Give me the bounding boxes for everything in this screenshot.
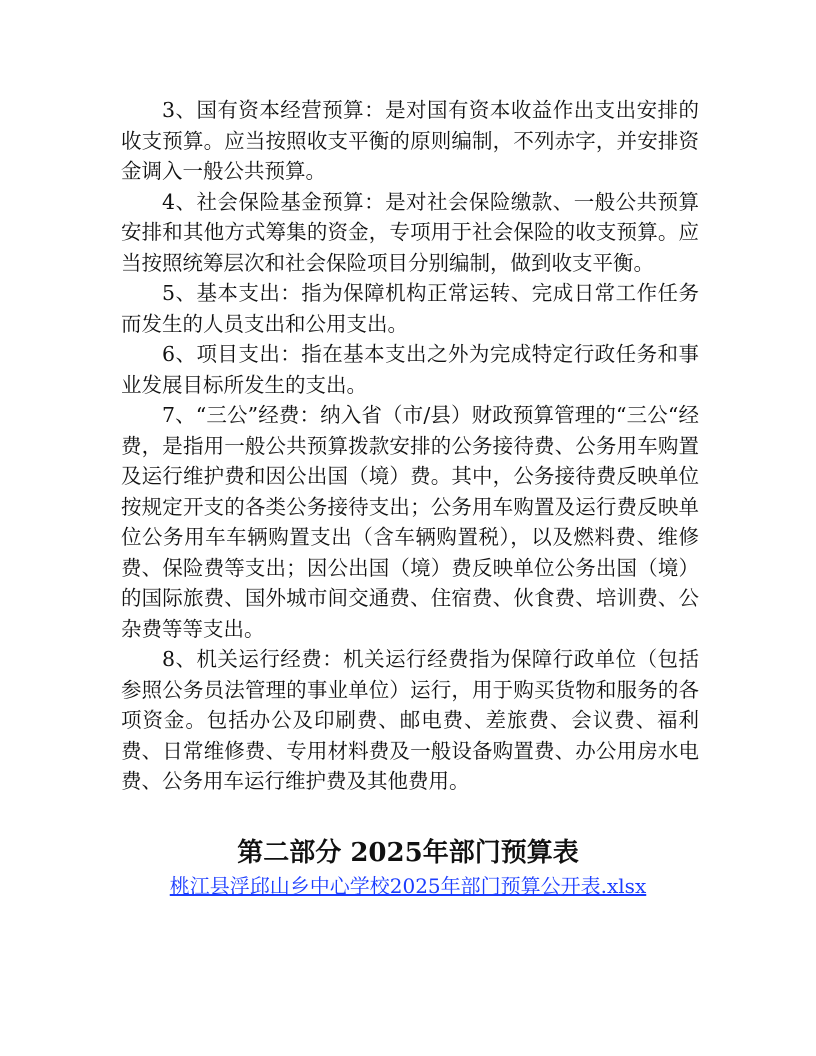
section-title: 第二部分 2025年部门预算表 [237,838,579,868]
paragraph-basic-expenditure: 5、基本支出：指为保障机构正常运转、完成日常工作任务而发生的人员支出和公用支出。 [121,281,699,336]
attachment-link-container [0,872,816,900]
paragraph-project-expenditure: 6、项目支出：指在基本支出之外为完成特定行政任务和事业发展目标所发生的支出。 [121,342,699,397]
paragraph-operating-expenses: 8、机关运行经费：机关运行经费指为保障行政单位（包括参照公务员法管理的事业单位）运行，用于购买货物和服务的各项资金。包括办公及印刷费、邮电费、差旅费、会议费、福利费、日常维修费、专用材料费及一般设备购置费、办公用房水电费、公务用车运行维护费及其他费用。 [121,647,699,793]
document-body [121,95,699,797]
paragraph-three-public-expenses: 7、“三公”经费：纳入省（市/县）财政预算管理的“三公“经费，是指用一般公共预算拨款安排的公务接待费、公务用车购置及运行维护费和因公出国（境）费。其中，公务接待费反映单位按规定开支的各类公务接待支出；公务用车购置及运行费反映单位公务用车车辆购置支出（含车辆购置税），以及燃料费、维修费、保险费等支出；因公出国（境）费反映单位公务出国（境）的国际旅费、国外城市间交通费、住宿费、伙食费、培训费、公杂费等等支出。 [121,403,699,641]
paragraph-social-insurance-budget: 4、社会保险基金预算：是对社会保险缴款、一般公共预算安排和其他方式筹集的资金，专项用于社会保险的收支预算。应当按照统筹层次和社会保险项目分别编制，做到收支平衡。 [121,189,699,275]
budget-table-file-link[interactable]: 桃江县浮邱山乡中心学校2025年部门预算公开表.xlsx [169,874,647,898]
paragraph-state-capital-budget: 3、国有资本经营预算：是对国有资本收益作出支出安排的收支预算。应当按照收支平衡的原则编制，不列赤字，并安排资金调入一般公共预算。 [121,98,699,183]
